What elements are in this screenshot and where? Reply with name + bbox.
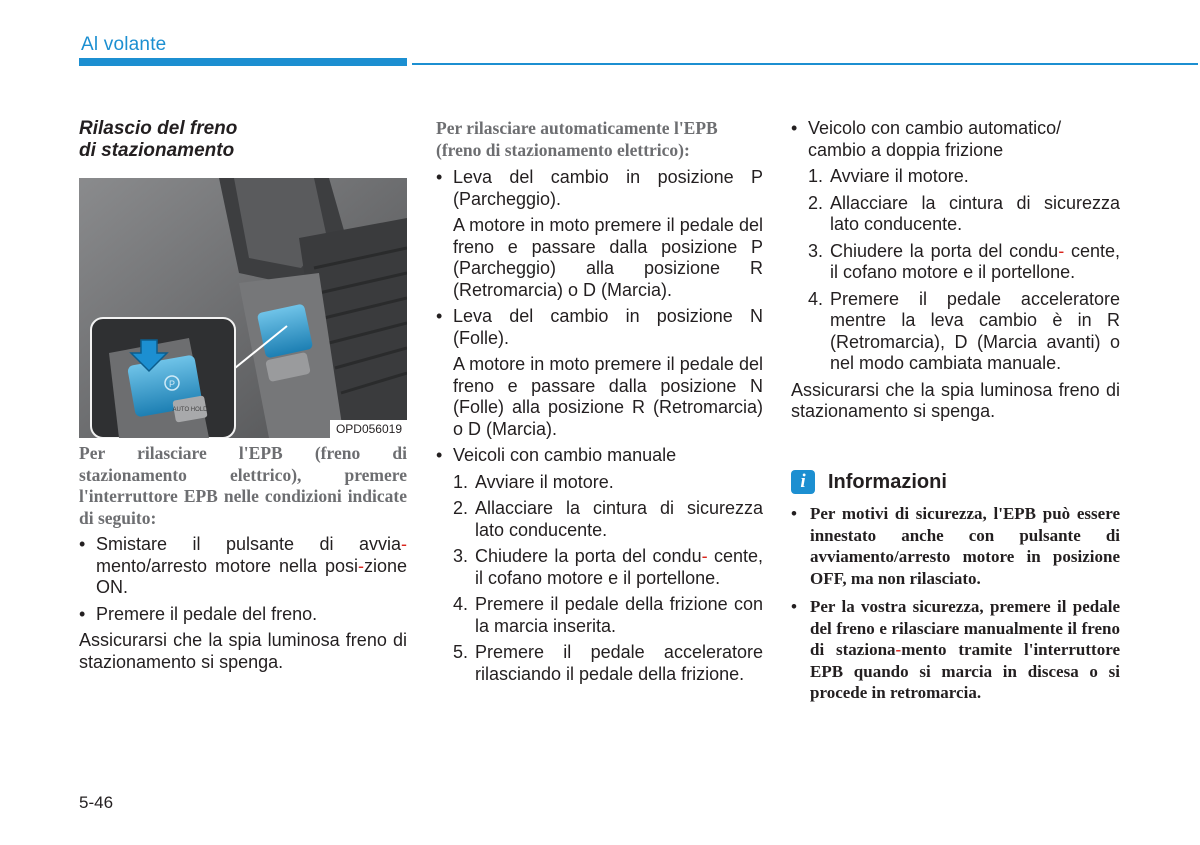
info-title: Informazioni [828,471,947,493]
step-item: 2. Allacciare la cintura di sicurezza lato conducente. [453,498,763,540]
col2-heading: Per rilasciare automaticamente l'EPB (freno di stazionamento elettrico): [436,118,718,160]
page-number: 5-46 [79,793,114,812]
col2-bullets [436,167,763,685]
list-item: • Smistare il pulsante di avvia- mento/arresto motore nella posi-zione ON. [79,534,407,599]
info-item: • Per motivi di sicurezza, l'EPB può essere innestato anche con pulsante di avviamento/arresto motore in posizione OFF, ma non rilasciato. [791,503,1120,589]
info-box-list [791,503,1120,711]
step-item: 2. Allacciare la cintura di sicurezza lato conducente. [808,192,1120,234]
image-caption: OPD056019 [330,420,407,438]
step-item: 3. Chiudere la porta del condu- cente, il cofano motore e il portellone. [453,546,763,588]
auto-hold-label: AUTO HOLD [172,407,208,413]
col3-bullets [791,118,1120,375]
col1-bullets [79,534,407,625]
step-item: 4. Premere il pedale della frizione con la marcia inserita. [453,594,763,636]
info-icon: i [791,470,815,494]
list-item: • Veicoli con cambio manuale 1. Avviare il motore. 2. Allacciare la cintura di sicurezza lato conducente. 3. Chiudere la porta del condu- cente, il cofano motore e il portellone. 4. Premere il pedale della frizione con la marcia inserita. 5. Premere il pedale acceleratore rilasciando il pedale della frizione. [436,445,763,685]
step-item: 1. Avviare il motore. [453,471,614,492]
section-title-line2: di stazionamento [79,140,235,161]
section-title [79,118,407,162]
p-symbol-label: P [168,379,176,389]
epb-switch-photo [79,178,407,438]
console-illustration [79,178,407,438]
section-header-title: Al volante [81,34,167,55]
list-item: • Leva del cambio in posizione P (Parcheggio). A motore in moto premere il pedale del freno e passare dalla posizione P (Parcheggio) alla posizione R (Retromarcia) o D (Marcia). [436,167,763,301]
header-rule [412,63,1198,65]
col1-closing: Assicurarsi che la spia luminosa freno di stazionamento si spenga. [79,630,407,672]
section-title-line1: Rilascio del freno [79,118,238,139]
step-item: 1. Avviare il motore. [808,166,969,186]
col3-body [791,118,1120,428]
col2-body [436,118,763,690]
header-accent-bar [79,58,407,66]
step-item: 4. Premere il pedale acceleratore mentre la leva cambio è in R (Retromarcia), D (Marcia avanti) o nel modo cambiata manuale. [808,288,1120,373]
list-item: • Leva del cambio in posizione N (Folle). A motore in moto premere il pedale del freno e passare dalla posizione N (Folle) alla posizione R (Retromarcia) o D (Marcia). [436,306,763,440]
col3-closing: Assicurarsi che la spia luminosa freno di stazionamento si spenga. [791,379,1120,421]
col1-body [79,443,407,678]
list-item: • Premere il pedale del freno. [79,604,407,626]
step-item: 3. Chiudere la porta del condu- cente, il cofano motore e il portellone. [808,240,1120,282]
info-item: • Per la vostra sicurezza, premere il pedale del freno e rilasciare manualmente il freno di staziona-mento tramite l'interruttore EPB quando si marcia in discesa o si procede in retromarcia. [791,596,1120,704]
col3-steps [808,166,1120,375]
col1-intro: Per rilasciare l'EPB (freno di stazionamento elettrico), premere l'interruttore EPB nelle condizioni indicate di seguito: [79,443,407,528]
col2-steps [453,472,763,686]
list-item: • Veicolo con cambio automatico/ cambio a doppia frizione 1. Avviare il motore. 2. Allacciare la cintura di sicurezza lato conducente. 3. Chiudere la porta del condu- cente, il cofano motore e il portellone. 4. Premere il pedale acceleratore mentre la leva cambio è in R (Retromarcia), D (Marcia avanti) o nel modo cambiata manuale. [791,118,1120,375]
step-item: 5. Premere il pedale acceleratore rilasciando il pedale della frizione. [453,642,763,684]
